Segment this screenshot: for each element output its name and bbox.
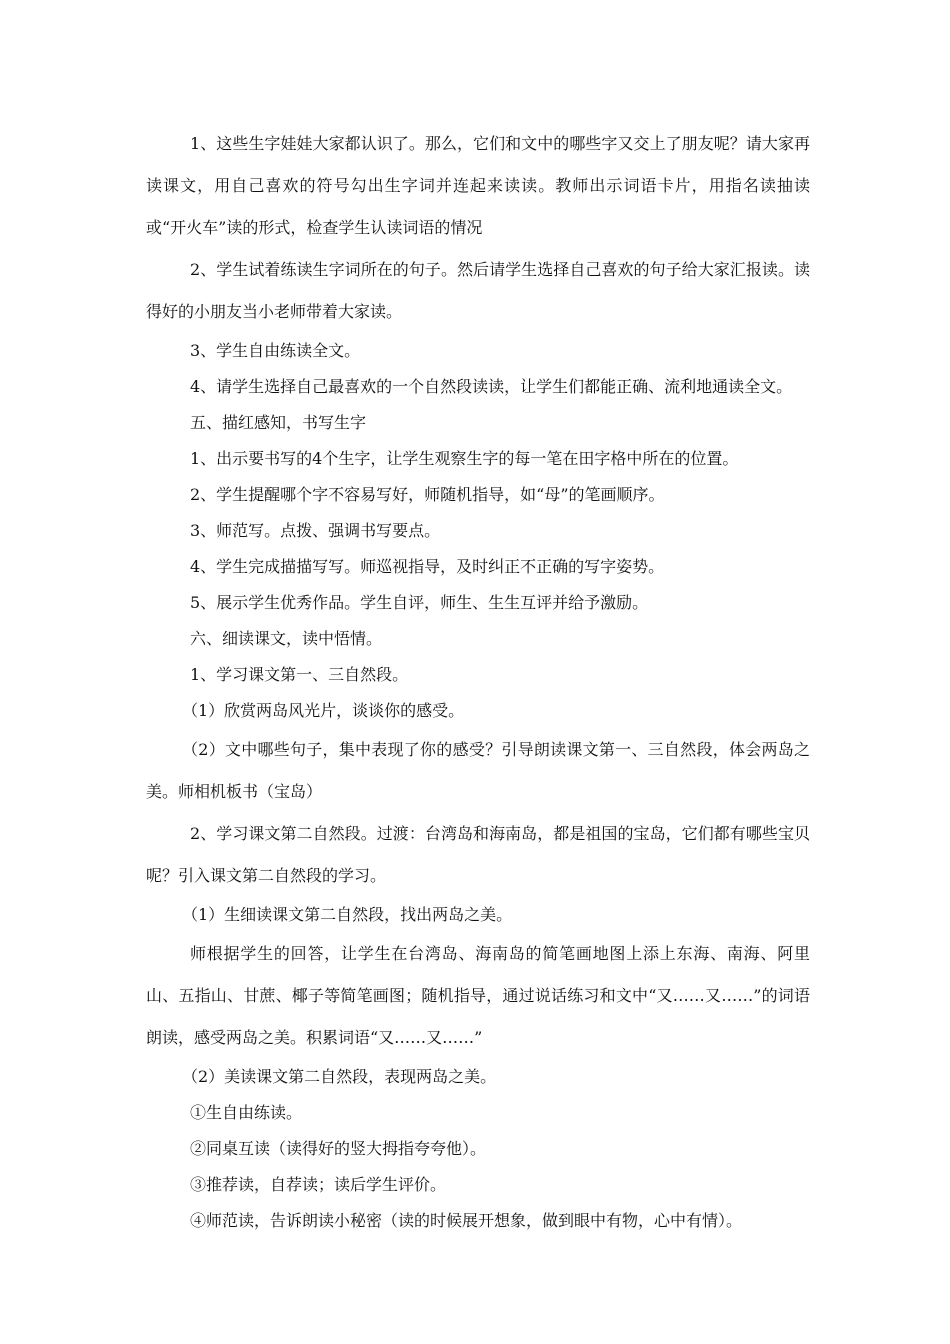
paragraph-8: 3、师范写。点拨、强调书写要点。 bbox=[190, 521, 441, 540]
paragraph-19: ①生自由练读。 bbox=[190, 1103, 303, 1122]
paragraph-1: 1、这些生字娃娃大家都认识了。那么，它们和文中的哪些字又交上了朋友呢？请大家再读课文，用自己喜欢的符号勾出生字词并连起来读读。教师出示词语卡片，用指名读抽读或“开火车”读的形式，检查学生认读词语的情况 bbox=[146, 134, 810, 237]
paragraph-16: （1）生细读课文第二自然段，找出两岛之美。 bbox=[182, 905, 513, 924]
section-heading-5: 五、描红感知，书写生字 bbox=[190, 413, 367, 432]
paragraph-3: 3、学生自由练读全文。 bbox=[190, 341, 361, 360]
paragraph-13: （1）欣赏两岛风光片，谈谈你的感受。 bbox=[182, 701, 465, 720]
document-body bbox=[146, 123, 810, 1239]
paragraph-9: 4、学生完成描描写写。师巡视指导，及时纠正不正确的写字姿势。 bbox=[190, 557, 665, 576]
paragraph-18: （2）美读课文第二自然段，表现两岛之美。 bbox=[182, 1067, 497, 1086]
paragraph-14: （2）文中哪些句子，集中表现了你的感受？引导朗读课文第一、三自然段，体会两岛之美。师相机板书（宝岛） bbox=[146, 740, 810, 801]
paragraph-4: 4、请学生选择自己最喜欢的一个自然段读读，让学生们都能正确、流利地通读全文。 bbox=[190, 377, 793, 396]
paragraph-7: 2、学生提醒哪个字不容易写好，师随机指导，如“母”的笔画顺序。 bbox=[190, 485, 665, 504]
paragraph-6: 1、出示要书写的4个生字，让学生观察生字的每一笔在田字格中所在的位置。 bbox=[190, 449, 739, 468]
paragraph-17: 师根据学生的回答，让学生在台湾岛、海南岛的简笔画地图上添上东海、南海、阿里山、五指山、甘蔗、椰子等简笔画图；随机指导，通过说话练习和文中“又……又……”的词语朗读，感受两岛之美。积累词语“又……又……” bbox=[146, 944, 810, 1047]
paragraph-2: 2、学生试着练读生字词所在的句子。然后请学生选择自己喜欢的句子给大家汇报读。读得好的小朋友当小老师带着大家读。 bbox=[146, 260, 810, 321]
paragraph-20: ②同桌互读（读得好的竖大拇指夸夸他）。 bbox=[190, 1139, 487, 1158]
paragraph-15: 2、学习课文第二自然段。过渡：台湾岛和海南岛，都是祖国的宝岛，它们都有哪些宝贝呢？引入课文第二自然段的学习。 bbox=[146, 824, 810, 885]
paragraph-21: ③推荐读，自荐读；读后学生评价。 bbox=[190, 1175, 447, 1194]
paragraph-10: 5、展示学生优秀作品。学生自评，师生、生生互评并给予激励。 bbox=[190, 593, 649, 612]
section-heading-6: 六、细读课文，读中悟情。 bbox=[190, 629, 383, 648]
paragraph-12: 1、学习课文第一、三自然段。 bbox=[190, 665, 409, 684]
paragraph-22: ④师范读，告诉朗读小秘密（读的时候展开想象，做到眼中有物，心中有情）。 bbox=[190, 1211, 743, 1230]
